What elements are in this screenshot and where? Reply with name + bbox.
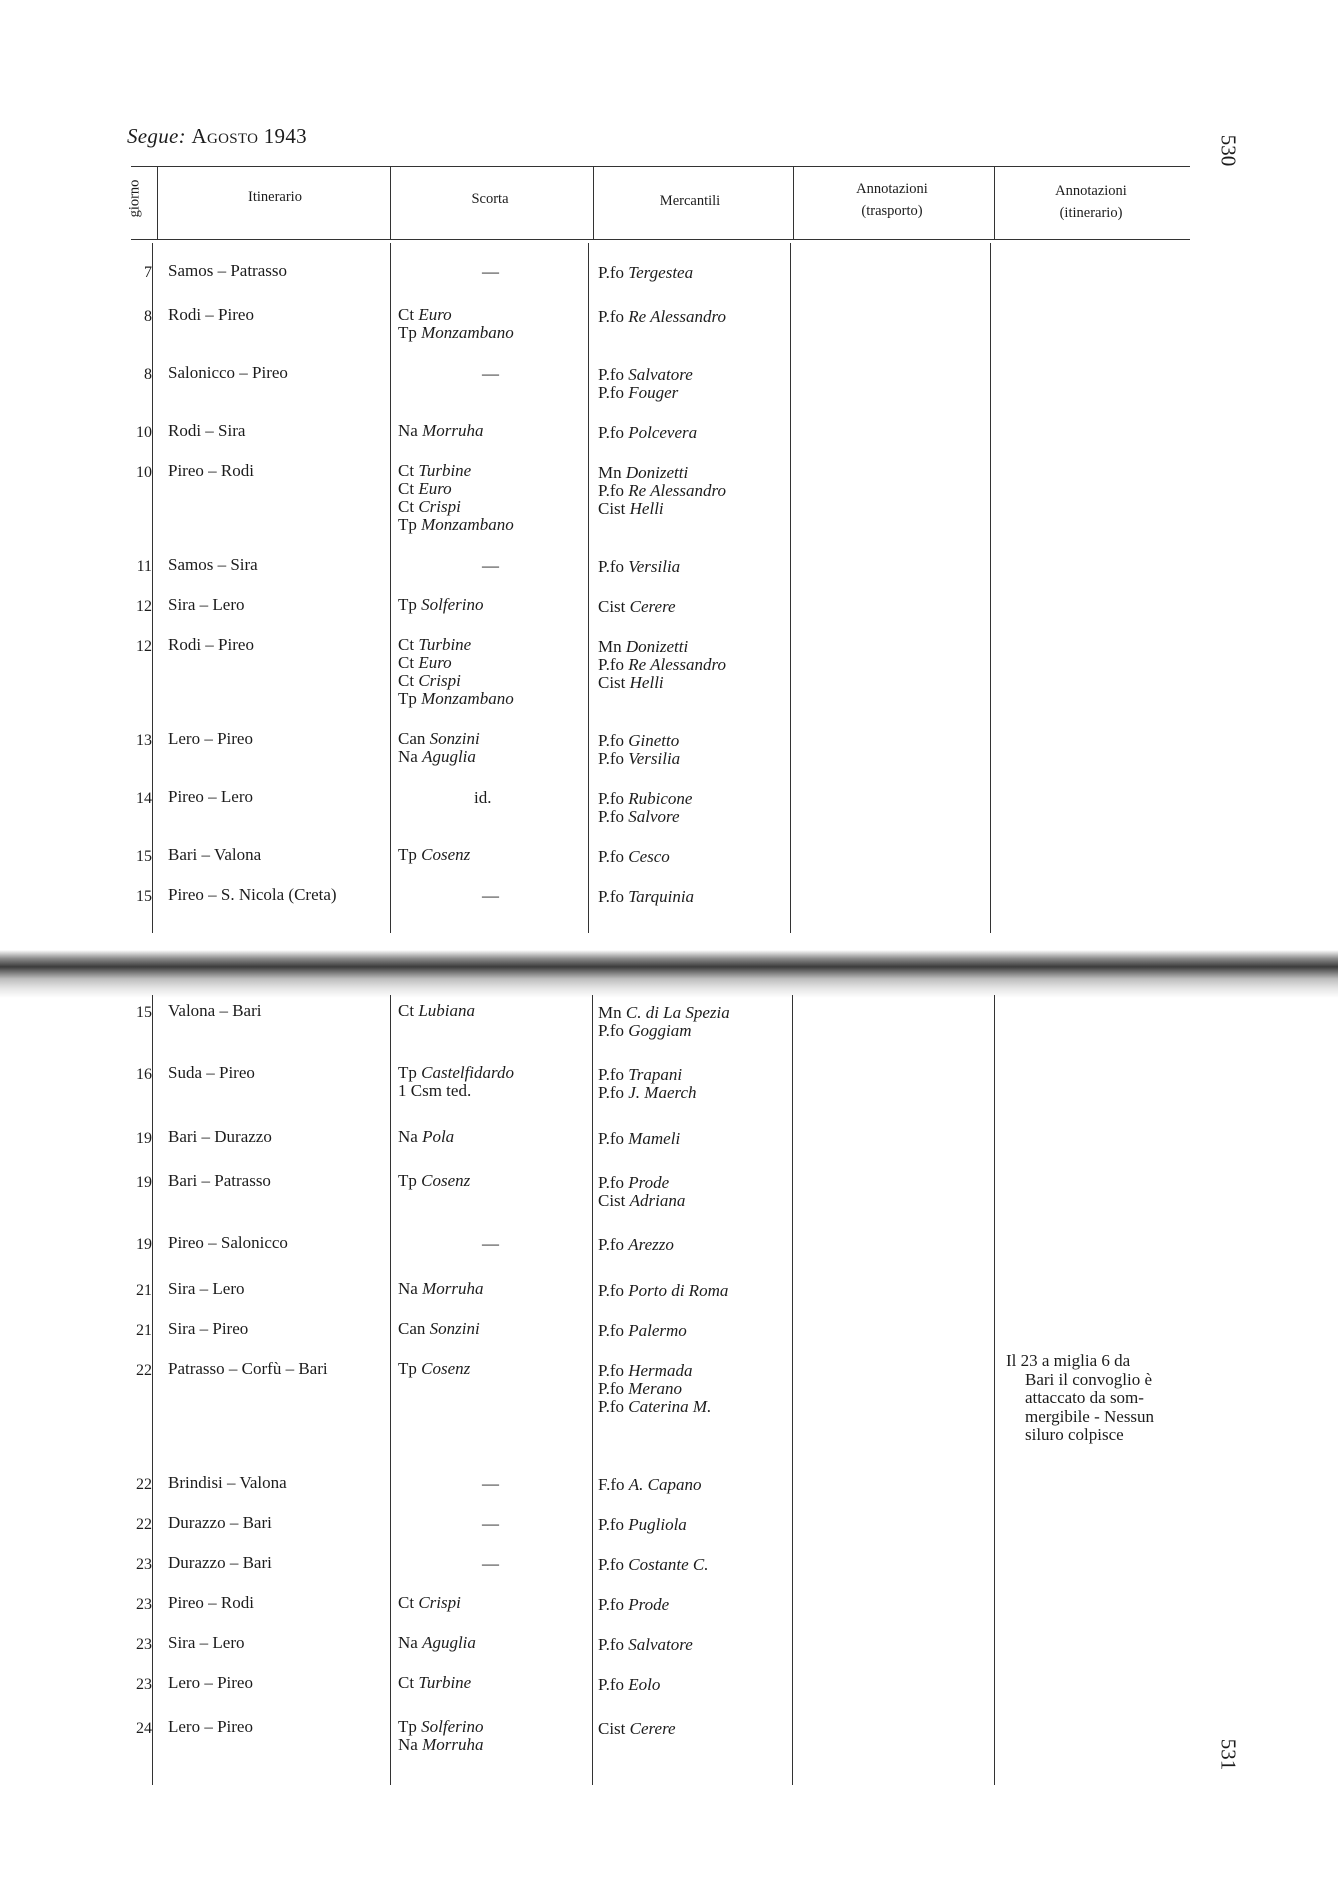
merchant-ship: P.fo J. Maerch (598, 1083, 697, 1102)
row-itinerary: Samos – Sira (168, 555, 258, 574)
row-merchants (598, 1476, 702, 1494)
row-day: 19 (136, 1236, 152, 1253)
escort-ship: Na Aguglia (398, 1633, 476, 1652)
row-escort (398, 462, 514, 534)
merchant-ship: P.fo Cesco (598, 847, 670, 866)
row-merchants (598, 464, 726, 518)
row-merchants (598, 1676, 660, 1694)
header-divider (793, 166, 794, 239)
row-day: 21 (136, 1322, 152, 1339)
header-bottom-rule (131, 239, 1190, 240)
row-escort-none: — (482, 262, 499, 281)
row-escort-none: — (482, 886, 499, 905)
page-number-top: 530 (1216, 134, 1241, 167)
escort-ship: Can Sonzini (398, 729, 480, 748)
merchant-ship: P.fo Polcevera (598, 423, 698, 442)
row-escort-idem: id. (474, 788, 492, 807)
escort-ship: Tp Cosenz (398, 1171, 471, 1190)
escort-ship: Ct Turbine (398, 461, 472, 480)
page-header (127, 124, 307, 149)
col-header-mercantili: Mercantili (659, 193, 721, 209)
row-merchants (598, 1066, 697, 1102)
segue-label: Segue: (127, 124, 186, 148)
escort-ship: Tp Cosenz (398, 845, 471, 864)
row-escort (398, 1674, 471, 1692)
merchant-ship: P.fo Trapani (598, 1065, 683, 1084)
row-day: 8 (144, 366, 152, 383)
page-number-bottom: 531 (1216, 1738, 1241, 1771)
row-day: 24 (136, 1720, 152, 1737)
row-merchants (598, 1720, 676, 1738)
row-escort-none: — (482, 1474, 499, 1493)
row-day: 23 (136, 1556, 152, 1573)
escort-ship: Ct Euro (398, 305, 452, 324)
row-itinerary: Pireo – Lero (168, 787, 253, 806)
row-day: 21 (136, 1282, 152, 1299)
row-day: 15 (136, 888, 152, 905)
row-escort (398, 422, 483, 440)
row-escort (398, 1634, 476, 1652)
row-itinerary: Samos – Patrasso (168, 261, 287, 280)
row-day: 19 (136, 1130, 152, 1147)
merchant-ship: P.fo Costante C. (598, 1555, 709, 1574)
merchant-ship: P.fo Mameli (598, 1129, 681, 1148)
annotation-line: attaccato da som- (1025, 1388, 1144, 1407)
row-itinerary: Rodi – Sira (168, 421, 246, 440)
row-merchants (598, 424, 697, 442)
merchant-ship: Cist Cerere (598, 597, 676, 616)
merchant-ship: Cist Adriana (598, 1191, 686, 1210)
merchant-ship: P.fo Re Alessandro (598, 655, 726, 674)
row-day: 16 (136, 1066, 152, 1083)
row-itinerary: Lero – Pireo (168, 1717, 253, 1736)
row-day: 14 (136, 790, 152, 807)
row-escort-none: — (482, 1554, 499, 1573)
row-itinerary: Salonicco – Pireo (168, 363, 288, 382)
row-itinerary: Sira – Lero (168, 1279, 245, 1298)
merchant-ship: P.fo Salvore (598, 807, 680, 826)
row-itinerary: Durazzo – Bari (168, 1553, 272, 1572)
escort-ship: Ct Euro (398, 479, 452, 498)
row-itinerary: Sira – Lero (168, 595, 245, 614)
escort-ship: Tp Monzambano (398, 689, 514, 708)
escort-ship: Ct Lubiana (398, 1001, 475, 1020)
col-header-annot-itinerario (993, 180, 1189, 224)
row-escort (398, 1172, 470, 1190)
escort-ship: Ct Crispi (398, 671, 461, 690)
row-merchants (598, 1130, 680, 1148)
col-header-annot-trasporto (792, 178, 992, 222)
row-itinerary: Brindisi – Valona (168, 1473, 287, 1492)
row-merchants (598, 848, 670, 866)
row-merchants (598, 1322, 687, 1340)
row-itinerary: Lero – Pireo (168, 1673, 253, 1692)
row-merchants (598, 1174, 685, 1210)
column-divider (994, 995, 995, 1785)
row-day: 23 (136, 1636, 152, 1653)
escort-ship: Tp Monzambano (398, 323, 514, 342)
row-merchants (598, 790, 692, 826)
merchant-ship: P.fo Palermo (598, 1321, 687, 1340)
merchant-ship: Cist Cerere (598, 1719, 676, 1738)
row-day: 15 (136, 848, 152, 865)
merchant-ship: Cist Helli (598, 673, 664, 692)
row-merchants (598, 1282, 728, 1300)
row-day: 22 (136, 1362, 152, 1379)
row-escort (398, 636, 514, 708)
row-itinerary: Pireo – Rodi (168, 1593, 254, 1612)
merchant-ship: P.fo Salvatore (598, 365, 693, 384)
column-divider (152, 243, 153, 933)
row-itinerary: Durazzo – Bari (168, 1513, 272, 1532)
row-escort (398, 1360, 470, 1378)
merchant-ship: P.fo Prode (598, 1173, 670, 1192)
merchant-ship: P.fo Tergestea (598, 263, 694, 282)
escort-ship: Na Morruha (398, 1735, 484, 1754)
annot-itinerario-line2: (itinerario) (1059, 205, 1123, 221)
row-itinerary: Sira – Pireo (168, 1319, 249, 1338)
header-divider (593, 166, 594, 239)
row-day: 12 (136, 638, 152, 655)
merchant-ship: P.fo Porto di Roma (598, 1281, 729, 1300)
column-divider (990, 243, 991, 933)
row-escort (398, 596, 483, 614)
row-merchants (598, 308, 726, 326)
row-escort-none: — (482, 1234, 499, 1253)
escort-ship: Ct Crispi (398, 497, 461, 516)
row-merchants (598, 558, 680, 576)
row-escort-none: — (482, 556, 499, 575)
header-divider (390, 166, 391, 239)
row-day: 7 (144, 264, 152, 281)
row-itinerary: Lero – Pireo (168, 729, 253, 748)
merchant-ship: Mn Donizetti (598, 463, 689, 482)
row-merchants (598, 732, 680, 768)
column-divider (790, 243, 791, 933)
row-escort (398, 846, 470, 864)
col-header-itinerario: Itinerario (248, 189, 302, 205)
column-divider (152, 995, 153, 1785)
row-day: 10 (136, 464, 152, 481)
annot-itinerario-line1: Annotazioni (1055, 183, 1127, 199)
merchant-ship: Mn Donizetti (598, 637, 689, 656)
row-itinerary: Rodi – Pireo (168, 305, 254, 324)
row-itinerary: Rodi – Pireo (168, 635, 254, 654)
annot-trasporto-line1: Annotazioni (856, 181, 928, 197)
row-itinerary: Patrasso – Corfù – Bari (168, 1359, 328, 1378)
merchant-ship: P.fo Versilia (598, 557, 681, 576)
row-escort (398, 306, 514, 342)
merchant-ship: P.fo Re Alessandro (598, 481, 726, 500)
escort-ship: Ct Turbine (398, 1673, 472, 1692)
row-escort (398, 1718, 483, 1754)
row-merchants (598, 638, 726, 692)
column-divider (390, 243, 391, 933)
row-day: 23 (136, 1676, 152, 1693)
month-title: Agosto 1943 (191, 124, 307, 148)
row-itinerary: Sira – Lero (168, 1633, 245, 1652)
row-day: 15 (136, 1004, 152, 1021)
row-merchants (598, 598, 676, 616)
row-merchants (598, 1556, 709, 1574)
merchant-ship: P.fo Rubicone (598, 789, 693, 808)
row-merchants (598, 1516, 687, 1534)
merchant-ship: P.fo Arezzo (598, 1235, 674, 1254)
row-itinerary: Bari – Valona (168, 845, 262, 864)
row-escort (398, 1280, 483, 1298)
row-itinerary: Valona – Bari (168, 1001, 262, 1020)
row-escort (398, 1002, 475, 1020)
annotation-line: Bari il convoglio è (1025, 1369, 1153, 1389)
annotation-line: mergibile - Nessun (1025, 1406, 1155, 1426)
row-itinerary: Pireo – Rodi (168, 461, 254, 480)
merchant-ship: P.fo Caterina M. (598, 1397, 712, 1416)
row-itinerary: Pireo – S. Nicola (Creta) (168, 885, 337, 904)
escort-ship: 1 Csm ted. (398, 1081, 472, 1100)
escort-ship: Ct Crispi (398, 1593, 461, 1612)
merchant-ship: P.fo Hermada (598, 1361, 693, 1380)
annotation-line: siluro colpisce (1025, 1425, 1124, 1444)
merchant-ship: P.fo Versilia (598, 749, 681, 768)
row-day: 19 (136, 1174, 152, 1191)
annot-trasporto-line2: (trasporto) (861, 203, 923, 219)
column-divider (390, 995, 391, 1785)
escort-ship: Na Pola (398, 1127, 455, 1146)
book-gutter-shadow (0, 950, 1338, 998)
merchant-ship: P.fo Ginetto (598, 731, 680, 750)
merchant-ship: P.fo Tarquinia (598, 887, 695, 906)
row-day: 13 (136, 732, 152, 749)
escort-ship: Tp Castelfidardo (398, 1063, 515, 1082)
row-merchants (598, 888, 694, 906)
column-divider (592, 995, 593, 1785)
row-merchants (598, 1362, 711, 1416)
escort-ship: Can Sonzini (398, 1319, 480, 1338)
row-merchants (598, 1004, 730, 1040)
merchant-ship: P.fo Eolo (598, 1675, 661, 1694)
row-escort (398, 730, 480, 766)
col-header-scorta: Scorta (471, 191, 509, 207)
merchant-ship: P.fo Prode (598, 1595, 670, 1614)
merchant-ship: P.fo Salvatore (598, 1635, 693, 1654)
merchant-ship: F.fo A. Capano (598, 1475, 702, 1494)
row-day: 22 (136, 1476, 152, 1493)
merchant-ship: P.fo Goggiam (598, 1021, 692, 1040)
row-day: 11 (136, 558, 152, 575)
header-top-rule (131, 166, 1190, 167)
row-day: 12 (136, 598, 152, 615)
escort-ship: Tp Monzambano (398, 515, 514, 534)
row-day: 8 (144, 308, 152, 325)
row-itinerary: Bari – Patrasso (168, 1171, 271, 1190)
row-merchants (598, 366, 693, 402)
merchant-ship: P.fo Pugliola (598, 1515, 687, 1534)
merchant-ship: Cist Helli (598, 499, 664, 518)
row-itinerary: Suda – Pireo (168, 1063, 255, 1082)
column-divider (792, 995, 793, 1785)
row-itinerary: Pireo – Salonicco (168, 1233, 288, 1252)
merchant-ship: P.fo Re Alessandro (598, 307, 726, 326)
row-merchants (598, 1596, 669, 1614)
header-divider (157, 166, 158, 239)
merchant-ship: P.fo Merano (598, 1379, 683, 1398)
escort-ship: Na Aguglia (398, 747, 476, 766)
row-escort-none: — (482, 1514, 499, 1533)
col-header-giorno: giorno (126, 179, 143, 218)
row-merchants (598, 1236, 674, 1254)
row-itinerary: Bari – Durazzo (168, 1127, 272, 1146)
annotation-itinerary-22 (1006, 1352, 1196, 1445)
row-escort-none: — (482, 364, 499, 383)
row-day: 10 (136, 424, 152, 441)
merchant-ship: P.fo Fouger (598, 383, 679, 402)
escort-ship: Tp Cosenz (398, 1359, 471, 1378)
escort-ship: Na Morruha (398, 1279, 484, 1298)
escort-ship: Tp Solferino (398, 595, 484, 614)
column-divider (588, 243, 589, 933)
row-escort (398, 1128, 454, 1146)
annotation-line: Il 23 a miglia 6 da (1006, 1351, 1131, 1370)
merchant-ship: Mn C. di La Spezia (598, 1003, 730, 1022)
escort-ship: Ct Turbine (398, 635, 472, 654)
row-day: 23 (136, 1596, 152, 1613)
row-escort (398, 1320, 480, 1338)
row-day: 22 (136, 1516, 152, 1533)
row-escort (398, 1064, 514, 1100)
row-merchants (598, 1636, 693, 1654)
escort-ship: Ct Euro (398, 653, 452, 672)
escort-ship: Tp Solferino (398, 1717, 484, 1736)
row-escort (398, 1594, 461, 1612)
header-divider (994, 166, 995, 239)
escort-ship: Na Morruha (398, 421, 484, 440)
row-merchants (598, 264, 693, 282)
